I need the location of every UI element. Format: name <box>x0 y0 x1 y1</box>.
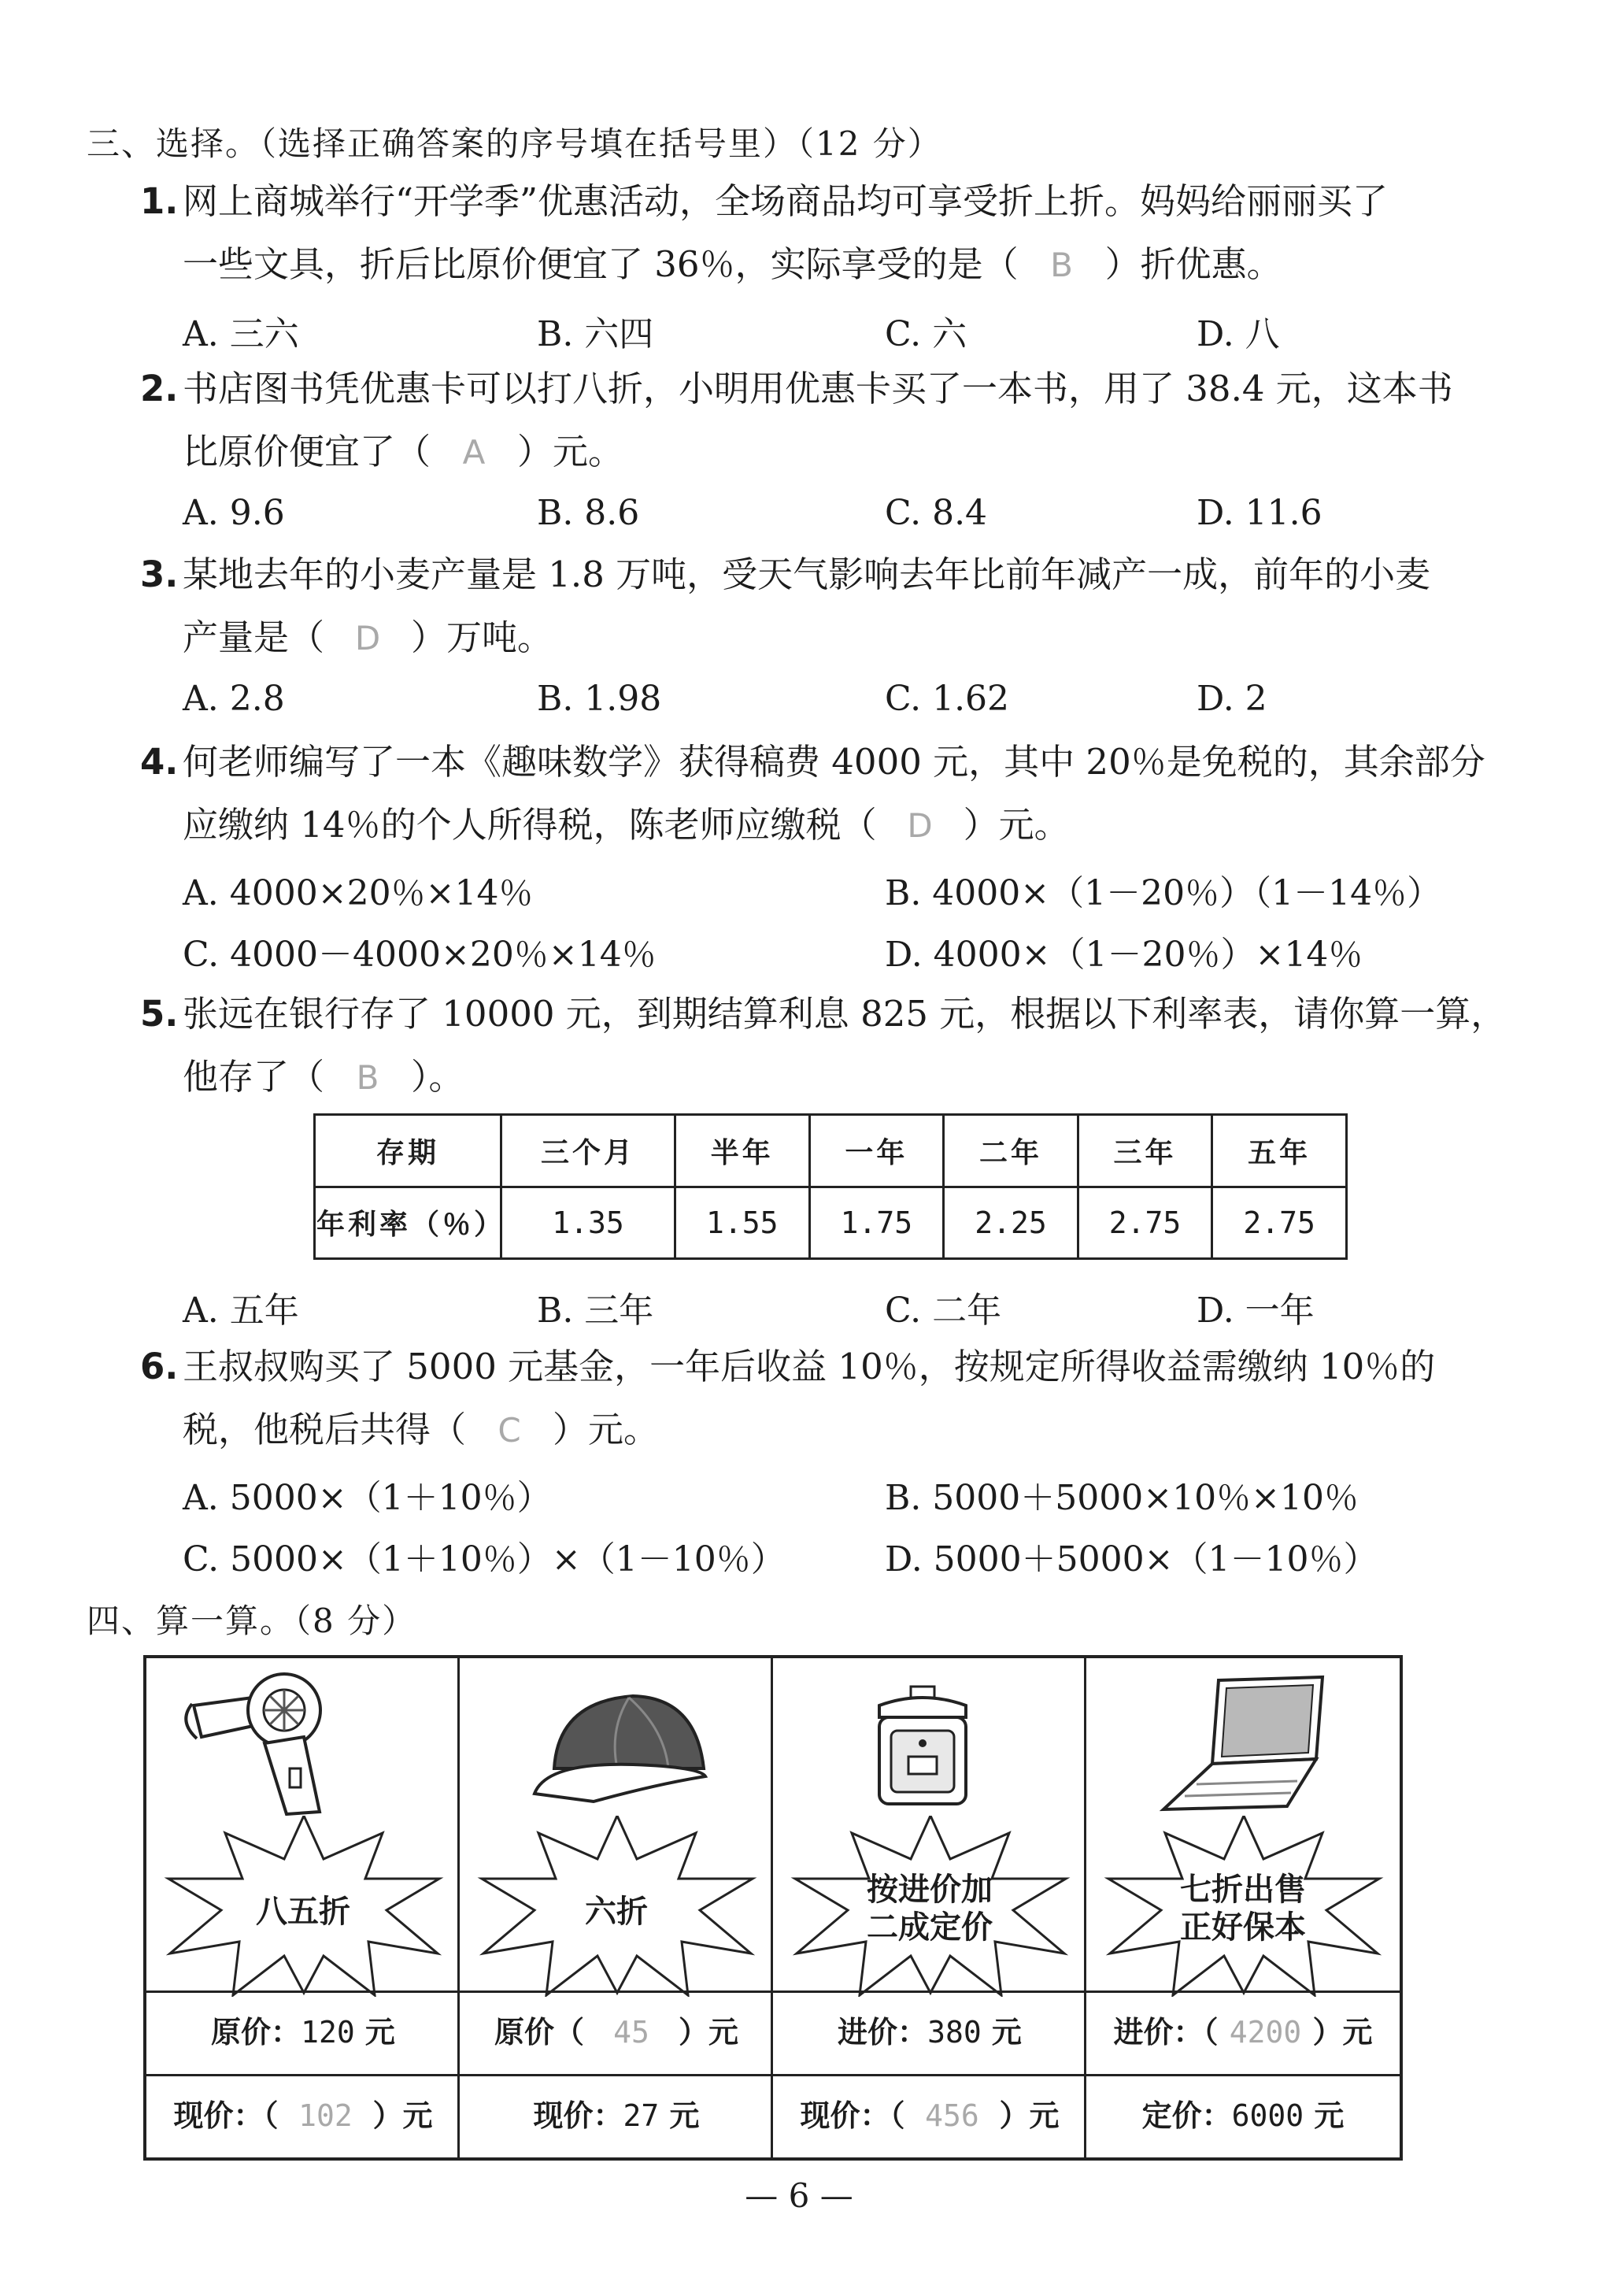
answer-blank[interactable]: 102 <box>298 2098 353 2133</box>
discount-label: 六折 <box>585 1894 648 1930</box>
price-value: 380 <box>927 2015 982 2050</box>
price-unit: 元 <box>659 2098 700 2133</box>
option-d[interactable]: D. 2 <box>1197 679 1267 719</box>
table-header-cell: 三个月 <box>501 1115 675 1187</box>
option-c[interactable]: C. 8.4 <box>885 493 988 533</box>
table-header-cell: 二年 <box>944 1115 1078 1187</box>
table-cell: 2.25 <box>944 1187 1078 1259</box>
question-text: 比原价便宜了（ <box>183 431 431 472</box>
product-laptop <box>1086 1658 1400 2157</box>
price-row-1 <box>1086 1990 1400 2074</box>
question-number: 3. <box>140 554 179 595</box>
product-cap <box>460 1658 773 2157</box>
option-d[interactable]: D. 5000＋5000×（1－10％） <box>885 1539 1378 1579</box>
table-header-cell: 三年 <box>1078 1115 1212 1187</box>
option-d[interactable]: D. 八 <box>1197 314 1280 354</box>
table-cell: 1.55 <box>675 1187 809 1259</box>
price-label: 进价： <box>838 2015 928 2050</box>
question-text: 某地去年的小麦产量是 1.8 万吨，受天气影响去年比前年减产一成，前年的小麦 <box>183 554 1431 595</box>
table-header-cell: 半年 <box>675 1115 809 1187</box>
question-text: ）元。 <box>553 1409 660 1450</box>
option-c[interactable]: C. 六 <box>885 314 967 354</box>
question-text: ）。 <box>411 1056 464 1098</box>
table-row <box>315 1187 1347 1259</box>
question-number: 1. <box>140 180 179 222</box>
price-label: 现价： <box>533 2098 623 2133</box>
option-a[interactable]: A. 4000×20％×14％ <box>183 873 534 913</box>
price-unit: ）元 <box>372 2098 433 2133</box>
answer-blank[interactable]: D <box>907 806 933 845</box>
discount-label-line2: 正好保本 <box>1180 1909 1306 1946</box>
table-header-row <box>315 1115 1347 1187</box>
option-b[interactable]: B. 8.6 <box>537 493 640 533</box>
price-label: 原价： <box>211 2015 301 2050</box>
price-value: 6000 <box>1231 2098 1304 2133</box>
hair-dryer-icon <box>146 1658 460 1824</box>
option-a[interactable]: A. 五年 <box>183 1291 299 1331</box>
table-cell: 2.75 <box>1212 1187 1347 1259</box>
price-row-2 <box>460 2074 773 2157</box>
option-c[interactable]: C. 1.62 <box>885 679 1010 719</box>
answer-blank[interactable]: B <box>356 1058 379 1097</box>
option-c[interactable]: C. 4000－4000×20％×14％ <box>183 935 657 975</box>
price-row-1 <box>146 1990 460 2074</box>
question-number: 5. <box>140 993 179 1035</box>
answer-blank[interactable]: 456 <box>925 2098 979 2133</box>
price-unit: ）元 <box>999 2098 1060 2133</box>
question-text: ）万吨。 <box>411 617 553 658</box>
option-b[interactable]: B. 4000×（1－20％）（1－14％） <box>885 873 1442 913</box>
price-unit: ）元 <box>1312 2015 1373 2050</box>
option-d[interactable]: D. 11.6 <box>1197 493 1322 533</box>
table-cell: 1.35 <box>501 1187 675 1259</box>
option-b[interactable]: B. 5000＋5000×10％×10％ <box>885 1478 1359 1518</box>
option-c[interactable]: C. 二年 <box>885 1291 1002 1331</box>
answer-blank[interactable]: 4200 <box>1229 2015 1302 2050</box>
question-number: 2. <box>140 368 179 409</box>
price-row-2 <box>1086 2074 1400 2157</box>
product-rice-cooker <box>773 1658 1086 2157</box>
discount-label-line1: 按进价加 <box>867 1872 993 1908</box>
answer-blank[interactable]: D <box>354 619 381 657</box>
price-row-1 <box>773 1990 1086 2074</box>
answer-blank[interactable]: B <box>1050 246 1073 284</box>
table-header-cell: 存期 <box>315 1115 501 1187</box>
question-text: 网上商城举行“开学季”优惠活动，全场商品均可享受折上折。妈妈给丽丽买了 <box>183 180 1389 222</box>
product-grid <box>143 1655 1403 2161</box>
question-text: ）元。 <box>517 431 624 472</box>
price-value: 27 <box>623 2098 660 2133</box>
option-d[interactable]: D. 4000×（1－20％）×14％ <box>885 935 1363 975</box>
price-unit: ）元 <box>679 2015 739 2050</box>
price-row-2 <box>773 2074 1086 2157</box>
option-b[interactable]: B. 1.98 <box>537 679 662 719</box>
laptop-icon <box>1086 1658 1400 1824</box>
price-row-1 <box>460 1990 773 2074</box>
question-text: 税，他税后共得（ <box>183 1409 467 1450</box>
question-text: 张远在银行存了 10000 元，到期结算利息 825 元，根据以下利率表，请你算一算， <box>183 993 1507 1035</box>
option-b[interactable]: B. 六四 <box>537 314 654 354</box>
table-row-label: 年利率（％） <box>315 1187 501 1259</box>
option-a[interactable]: A. 2.8 <box>183 679 285 719</box>
question-number: 6. <box>140 1346 179 1387</box>
discount-label-line2: 二成定价 <box>867 1909 993 1946</box>
discount-label-line1: 七折出售 <box>1180 1872 1306 1908</box>
price-unit: 元 <box>1304 2098 1345 2133</box>
option-a[interactable]: A. 9.6 <box>183 493 285 533</box>
interest-rate-table <box>313 1113 1348 1260</box>
table-cell: 1.75 <box>809 1187 944 1259</box>
price-label: 原价（ <box>494 2015 584 2050</box>
question-text: ）元。 <box>963 804 1070 846</box>
price-unit: 元 <box>354 2015 395 2050</box>
question-number: 4. <box>140 741 179 783</box>
cap-icon <box>460 1658 773 1824</box>
question-text: 书店图书凭优惠卡可以打八折，小明用优惠卡买了一本书，用了 38.4 元，这本书 <box>183 368 1453 409</box>
question-text: ）折优惠。 <box>1104 243 1282 285</box>
price-row-2 <box>146 2074 460 2157</box>
price-label: 现价：（ <box>173 2098 279 2133</box>
price-label: 定价： <box>1141 2098 1232 2133</box>
price-label: 进价：（ <box>1113 2015 1219 2050</box>
section4-title: 四、算一算。（8 分） <box>87 1602 417 1640</box>
price-value: 120 <box>301 2015 355 2050</box>
option-c[interactable]: C. 5000×（1＋10％）×（1－10％） <box>183 1539 786 1579</box>
option-b[interactable]: B. 三年 <box>537 1291 654 1331</box>
page-number: — 6 — <box>745 2176 853 2215</box>
table-header-cell: 五年 <box>1212 1115 1347 1187</box>
answer-blank[interactable]: A <box>462 433 486 472</box>
section3-title: 三、选择。（选择正确答案的序号填在括号里）（12 分） <box>87 124 942 163</box>
discount-label: 八五折 <box>256 1894 350 1930</box>
table-cell: 2.75 <box>1078 1187 1212 1259</box>
question-text: 应缴纳 14％的个人所得税，陈老师应缴税（ <box>183 804 877 846</box>
table-header-cell: 一年 <box>809 1115 944 1187</box>
option-d[interactable]: D. 一年 <box>1197 1291 1315 1331</box>
rice-cooker-icon <box>773 1658 1086 1824</box>
answer-blank[interactable]: C <box>498 1411 521 1450</box>
question-text: 何老师编写了一本《趣味数学》获得稿费 4000 元，其中 20％是免税的，其余部分 <box>183 741 1485 783</box>
product-hair-dryer <box>146 1658 460 2157</box>
price-label: 现价：（ <box>800 2098 905 2133</box>
option-a[interactable]: A. 5000×（1＋10％） <box>183 1478 552 1518</box>
option-a[interactable]: A. 三六 <box>183 314 299 354</box>
question-text: 他存了（ <box>183 1056 325 1098</box>
price-unit: 元 <box>981 2015 1022 2050</box>
answer-blank[interactable]: 45 <box>613 2015 649 2050</box>
question-text: 一些文具，折后比原价便宜了 36％，实际享受的是（ <box>183 243 1019 285</box>
question-text: 产量是（ <box>183 617 325 658</box>
question-text: 王叔叔购买了 5000 元基金，一年后收益 10％，按规定所得收益需缴纳 10％的 <box>183 1346 1436 1387</box>
